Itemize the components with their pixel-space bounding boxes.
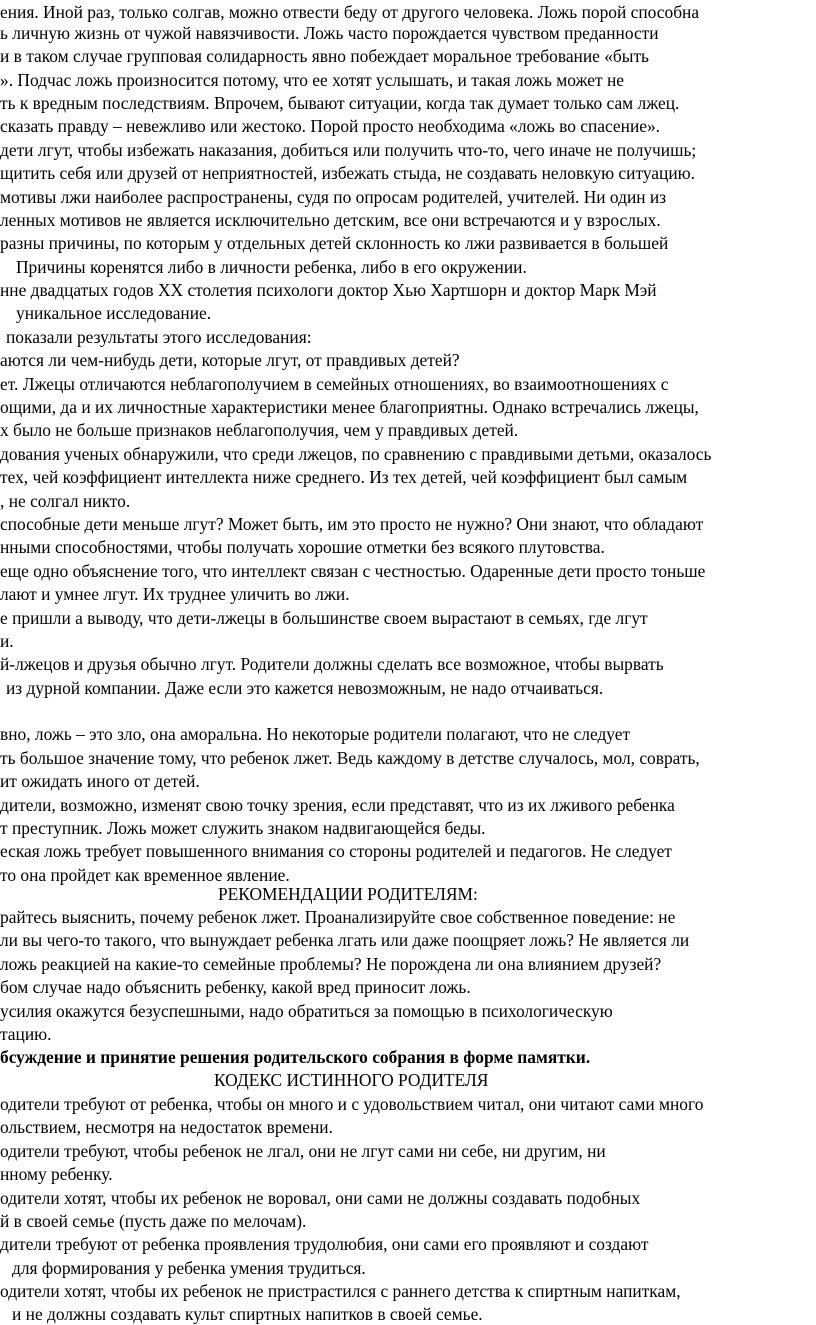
text-line: и в таком случае групповая солидарность явно побеждает моральное требование «быть <box>0 46 649 66</box>
section-heading-recommendations: РЕКОМЕНДАЦИИ РОДИТЕЛЯМ: <box>218 884 478 904</box>
text-line: ощими, да и их личностные характеристики менее благоприятны. Однако встречались лжецы, <box>0 397 699 417</box>
text-line: одители хотят, чтобы их ребенок не воровал, они сами не должны создавать подобных <box>0 1188 641 1208</box>
text-line: нными способностями, чтобы получать хорошие отметки без всякого плутовства. <box>0 537 605 557</box>
text-line: усилия окажутся безуспешными, надо обратиться за помощью в психологическую <box>0 1001 613 1021</box>
text-line: аются ли чем-нибудь дети, которые лгут, от правдивых детей? <box>0 350 460 370</box>
text-line: нне двадцатых годов XX столетия психологи доктор Хью Хартшорн и доктор Марк Мэй <box>0 280 657 300</box>
text-line: дования ученых обнаружили, что среди лжецов, по сравнению с правдивыми детьми, оказалось <box>0 444 712 464</box>
section-heading-codex: КОДЕКС ИСТИННОГО РОДИТЕЛЯ <box>214 1070 489 1090</box>
text-line: райтесь выяснить, почему ребенок лжет. Проанализируйте свое собственное поведение: не <box>0 907 676 927</box>
text-line: ольствием, несмотря на недостаток времени. <box>0 1117 333 1137</box>
text-line: й-лжецов и друзья обычно лгут. Родители должны сделать все возможное, чтобы вырвать <box>0 654 664 674</box>
text-line: вно, ложь – это зло, она аморальна. Но некоторые родители полагают, что не следует <box>0 724 631 744</box>
text-line: ения. Иной раз, только солгав, можно отвести беду от другого человека. Ложь порой способна <box>0 2 700 22</box>
text-line: тацию. <box>0 1024 52 1044</box>
text-line: одители хотят, чтобы их ребенок не пристрастился с раннего детства к спиртным напиткам, <box>0 1281 681 1301</box>
text-line: нному ребенку. <box>0 1164 113 1184</box>
text-line: Причины коренятся либо в личности ребенка, либо в его окружении. <box>16 257 527 277</box>
text-line: й в своей семье (пусть даже по мелочам). <box>0 1211 307 1231</box>
text-line: т преступник. Ложь может служить знаком надвигающейся беды. <box>0 818 486 838</box>
text-line: одители требуют, чтобы ребенок не лгал, они не лгут сами ни себе, ни другим, ни <box>0 1141 606 1161</box>
text-line: ь личную жизнь от чужой навязчивости. Ложь часто порождается чувством преданности <box>0 23 659 43</box>
text-line: уникальное исследование. <box>16 303 212 323</box>
text-line: дети лгут, чтобы избежать наказания, добиться или получить что-то, чего иначе не получишь; <box>0 140 697 160</box>
text-line: еская ложь требует повышенного внимания со стороны родителей и педагогов. Не следует <box>0 841 672 861</box>
text-line: х было не больше признаков неблагополучия, чем у правдивых детей. <box>0 420 519 440</box>
text-line: лают и умнее лгут. Их труднее уличить во лжи. <box>0 584 350 604</box>
text-line: и. <box>0 631 14 651</box>
text-line: то она пройдет как временное явление. <box>0 865 290 885</box>
text-line: и не должны создавать культ спиртных напитков в своей семье. <box>12 1304 483 1324</box>
text-line: , не солгал никто. <box>0 491 131 511</box>
text-line: показали результаты этого исследования: <box>6 327 312 347</box>
text-line: ». Подчас ложь произносится потому, что ее хотят услышать, и такая ложь может не <box>0 70 624 90</box>
text-line: сказать правду – невежливо или жестоко. Порой просто необходима «ложь во спасение». <box>0 116 661 136</box>
text-line: е пришли а выводу, что дети-лжецы в большинстве своем вырастают в семьях, где лгут <box>0 608 648 628</box>
text-line: мотивы лжи наиболее распространены, судя по опросам родителей, учителей. Ни один из <box>0 187 667 207</box>
text-line: способные дети меньше лгут? Может быть, им это просто не нужно? Они знают, что обладают <box>0 514 704 534</box>
text-line: ть к вредным последствиям. Впрочем, бывают ситуации, когда так думает только сам лжец. <box>0 93 680 113</box>
text-line: щитить себя или друзей от неприятностей, избежать стыда, не создавать неловкую ситуацию. <box>0 163 695 183</box>
text-line: из дурной компании. Даже если это кажется невозможным, не надо отчаиваться. <box>6 678 604 698</box>
text-line: разны причины, по которым у отдельных детей склонность ко лжи развивается в большей <box>0 233 669 253</box>
text-line: дители, возможно, изменят свою точку зрения, если представят, что из их лживого ребенка <box>0 795 675 815</box>
text-line: одители требуют от ребенка, чтобы он много и с удовольствием читал, они читают сами много <box>0 1094 704 1114</box>
text-line: ит ожидать иного от детей. <box>0 771 200 791</box>
text-line: тех, чей коэффициент интеллекта ниже среднего. Из тех детей, чей коэффициент был самым <box>0 467 688 487</box>
text-line: еще одно объяснение того, что интеллект связан с честностью. Одаренные дети просто тоньше <box>0 561 706 581</box>
text-line: ть большое значение тому, что ребенок лжет. Ведь каждому в детстве случалось, мол, соврать, <box>0 748 700 768</box>
bold-heading-discussion: бсуждение и принятие решения родительского собрания в форме памятки. <box>0 1047 591 1067</box>
text-line: ложь реакцией на какие-то семейные проблемы? Не порождена ли она влиянием друзей? <box>0 954 662 974</box>
text-line: дители требуют от ребенка проявления трудолюбия, они сами его проявляют и создают <box>0 1234 649 1254</box>
text-line: ленных мотивов не является исключительно детским, все они встречаются и у взрослых. <box>0 210 661 230</box>
text-line: ли вы чего-то такого, что вынуждает ребенка лгать или даже поощряет ложь? Не является ли <box>0 930 690 950</box>
text-line: ет. Лжецы отличаются неблагополучием в семейных отношениях, во взаимоотношениях с <box>0 374 669 394</box>
text-line: бом случае надо объяснить ребенку, какой вред приносит ложь. <box>0 977 471 997</box>
text-line: для формирования у ребенка умения трудиться. <box>12 1258 366 1278</box>
